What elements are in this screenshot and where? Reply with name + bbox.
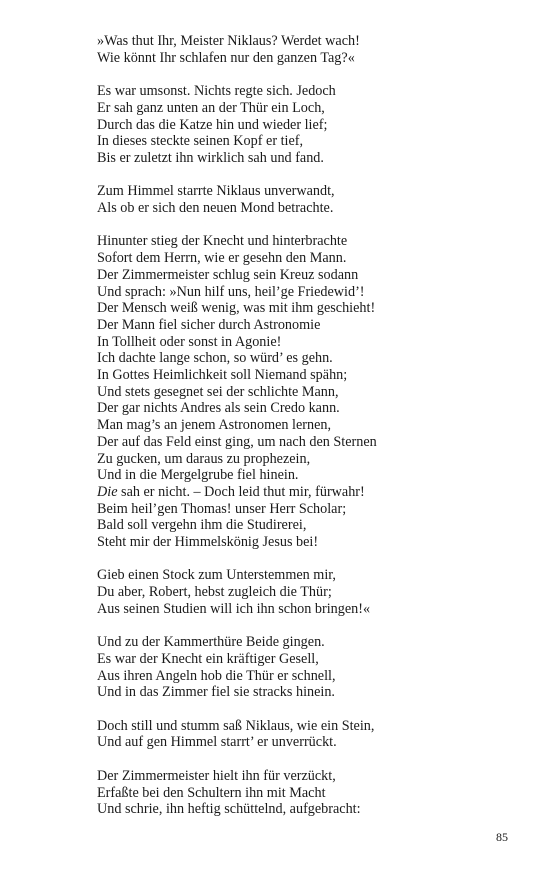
verse-line: In Gottes Heimlichkeit soll Niemand spähn; [97,367,348,384]
verse-line: Beim heil’gen Thomas! unser Herr Scholar; [97,500,347,517]
stanza [97,83,517,167]
stanza [97,33,517,66]
verse-line: In Tollheit oder sonst in Agonie! [97,333,282,350]
verse-line: Der Zimmermeister schlug sein Kreuz sodann [97,266,359,283]
verse-line: In dieses steckte seinen Kopf er tief, [97,133,304,150]
verse-line: Gieb einen Stock zum Unterstemmen mir, [97,567,336,584]
verse-line: Und sprach: »Nun hilf uns, heil’ge Friedewid’! [97,283,365,300]
stanza [97,183,517,216]
verse-line: Es war der Knecht ein kräftiger Gesell, [97,650,319,667]
verse-line: Und auf gen Himmel starrt’ er unverrückt. [97,734,337,751]
verse-line: Und schrie, ihn heftig schüttelnd, aufgebracht: [97,801,361,818]
verse-line: Bald soll vergehn ihm die Studirerei, [97,517,307,534]
verse-line: Du aber, Robert, hebst zugleich die Thür; [97,584,332,601]
page-number: 85 [496,830,508,844]
verse-line: Der Mann fiel sicher durch Astronomie [97,316,321,333]
verse-line: Aus ihren Angeln hob die Thür er schnell, [97,667,336,684]
verse-line: Der Zimmermeister hielt ihn für verzückt, [97,767,336,784]
stanza [97,634,517,701]
poem-text [97,33,517,835]
stanza [97,233,517,550]
verse-line: Zu gucken, um daraus zu prophezein, [97,450,311,467]
verse-line: Wie könnt Ihr schlafen nur den ganzen Tag?« [97,49,355,66]
stanza [97,567,517,617]
verse-line: Ich dachte lange schon, so würd’ es gehn. [97,350,333,367]
verse-line: Hinunter stieg der Knecht und hinterbrachte [97,233,348,250]
verse-line: Es war umsonst. Nichts regte sich. Jedoch [97,83,336,100]
verse-line: Und in die Mergelgrube fiel hinein. [97,467,299,484]
verse-line: Steht mir der Himmelskönig Jesus bei! [97,534,319,551]
verse-line: Der Mensch weiß wenig, was mit ihm geschieht! [97,300,376,317]
verse-line: Und stets gesegnet sei der schlichte Mann, [97,383,339,400]
verse-line: Als ob er sich den neuen Mond betrachte. [97,200,334,216]
verse-line: Der gar nichts Andres als sein Credo kann. [97,400,340,417]
verse-line: Zum Himmel starrte Niklaus unverwandt, [97,183,335,200]
verse-line: Aus seinen Studien will ich ihn schon bringen!« [97,600,371,617]
verse-line: Man mag’s an jenem Astronomen lernen, [97,417,332,434]
verse-line: Der auf das Feld einst ging, um nach den Sternen [97,433,377,450]
verse-line: Sofort dem Herrn, wie er gesehn den Mann. [97,250,347,267]
verse-line: Bis er zuletzt ihn wirklich sah und fand. [97,149,324,166]
verse-line: Er sah ganz unten an der Thür ein Loch, [97,99,325,116]
stanza [97,718,517,751]
verse-line: Durch das die Katze hin und wieder lief; [97,116,328,133]
verse-line: Erfaßte bei den Schultern ihn mit Macht [97,784,326,801]
verse-line-rest: sah er nicht. – Doch leid thut mir, fürwahr! [121,483,365,500]
verse-line [97,484,517,501]
verse-line: Und in das Zimmer fiel sie stracks hinein. [97,684,335,701]
stanza [97,768,517,818]
verse-line: »Was thut Ihr, Meister Niklaus? Werdet wach! [97,33,360,49]
verse-line: Doch still und stumm saß Niklaus, wie ein Stein, [97,717,375,734]
verse-line: Und zu der Kammerthüre Beide gingen. [97,634,325,651]
italic-word: Die [97,483,118,500]
